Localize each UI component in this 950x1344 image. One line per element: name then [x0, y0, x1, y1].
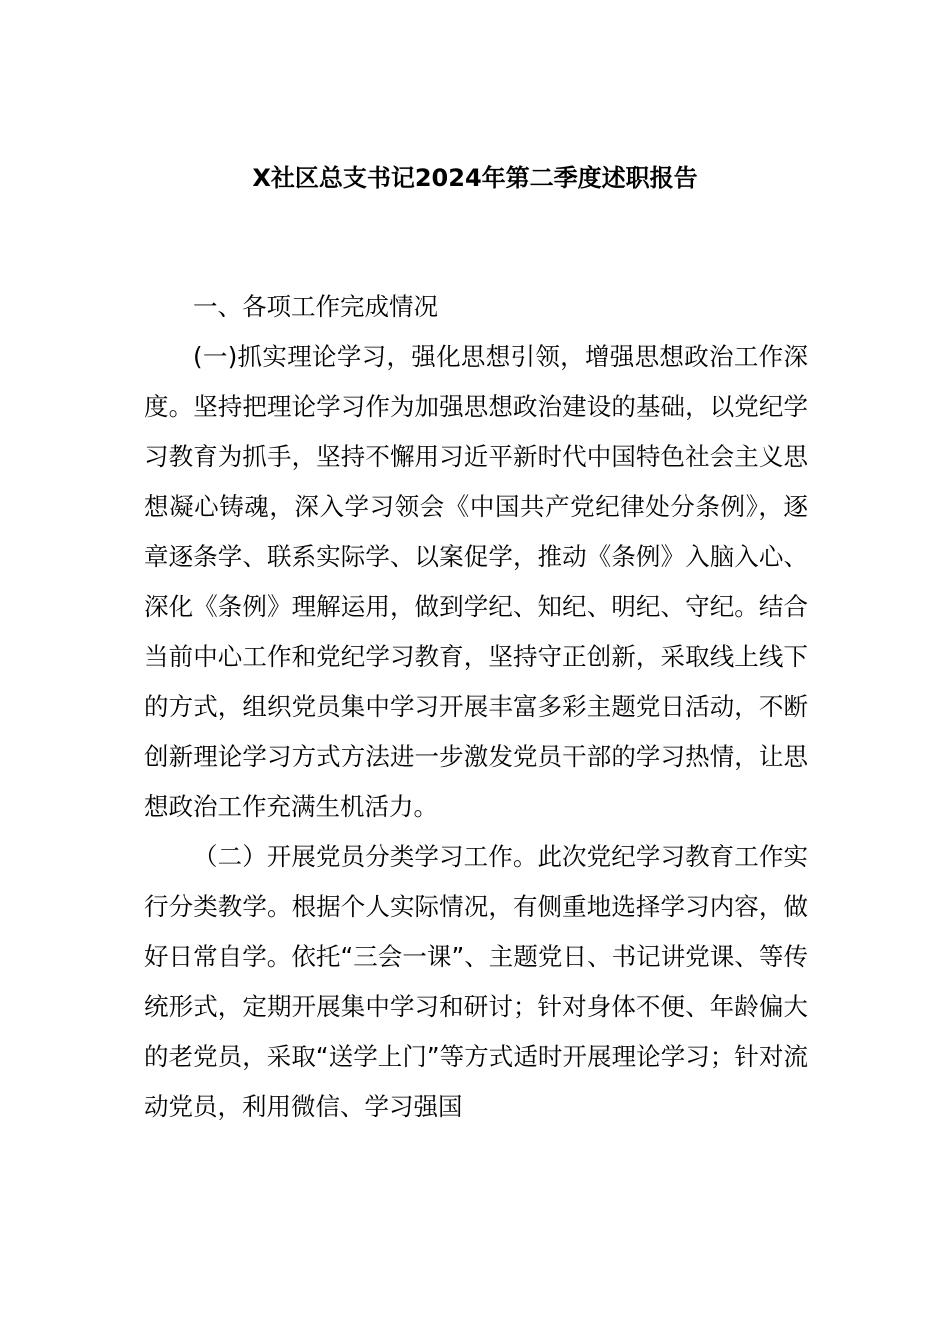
section-heading: 一、各项工作完成情况 [193, 292, 438, 321]
paragraph-classified-study: （二）开展党员分类学习工作。此次党纪学习教育工作实行分类教学。根据个人实际情况，有侧重地选择学习内容，做好日常自学。依托“三会一课”、主题党日、书记讲党课、等传统形式，定期开展集中学习和研讨；针对身体不便、年龄偏大的老党员，采取“送学上门”等方式适时开展理论学习；针对流动党员，利用微信、学习强国 [144, 842, 808, 1121]
document-body [144, 282, 808, 1132]
document-title: X社区总支书记2024年第二季度述职报告 [252, 164, 698, 192]
paragraph-theory-study: (一)抓实理论学习，强化思想引领，增强思想政治工作深度。坚持把理论学习作为加强思想政治建设的基础，以党纪学习教育为抓手，坚持不懈用习近平新时代中国特色社会主义思想凝心铸魂，深入学习领会《中国共产党纪律处分条例》，逐章逐条学、联系实际学、以案促学，推动《条例》入脑入心、深化《条例》理解运用，做到学纪、知纪、明纪、守纪。结合当前中心工作和党纪学习教育，坚持守正创新，采取线上线下的方式，组织党员集中学习开展丰富多彩主题党日活动，不断创新理论学习方式方法进一步激发党员干部的学习热情，让思想政治工作充满生机活力。 [144, 342, 808, 821]
